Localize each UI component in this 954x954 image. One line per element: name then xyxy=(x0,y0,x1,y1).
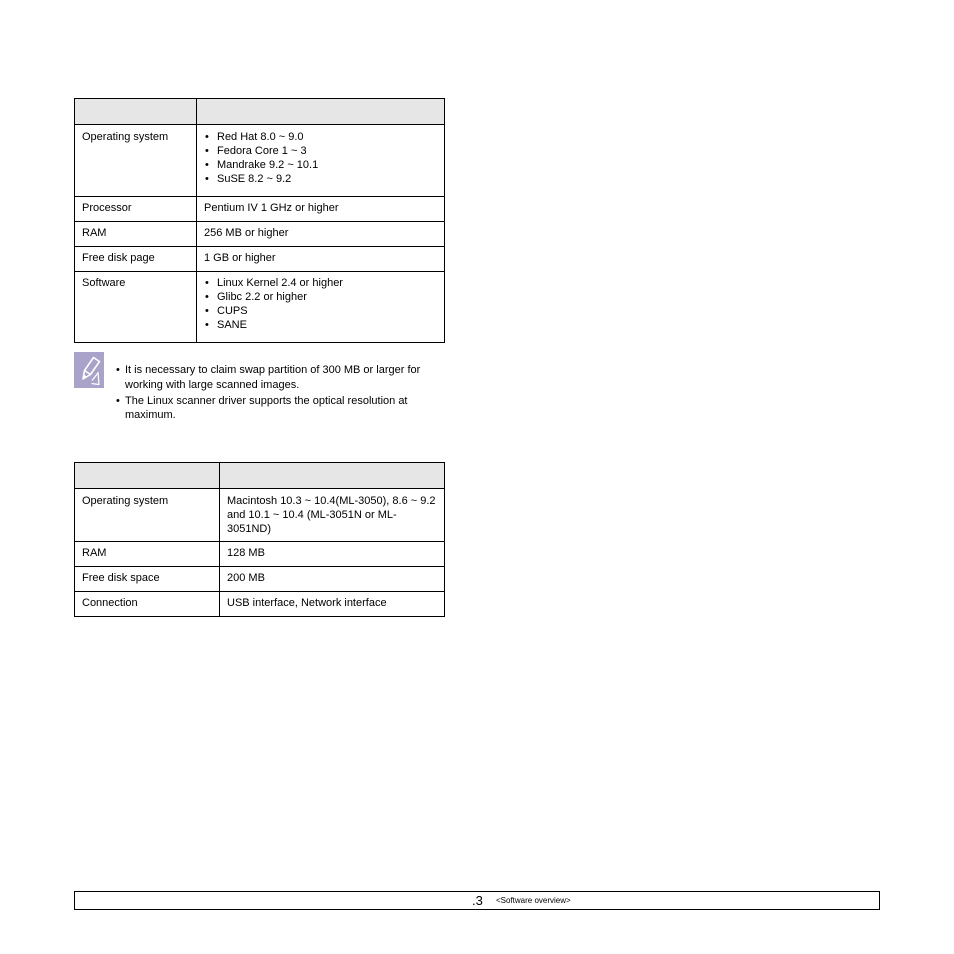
table-row xyxy=(75,567,445,592)
header-cell-requirement xyxy=(220,463,445,489)
table-row xyxy=(75,489,445,542)
list-item: • Fedora Core 1 ~ 3 xyxy=(204,144,437,158)
list-item: • Linux Kernel 2.4 or higher xyxy=(204,276,437,290)
note-icon xyxy=(74,352,106,388)
os-list xyxy=(204,130,437,186)
page-number: .3 xyxy=(472,893,483,908)
row-value: Macintosh 10.3 ~ 10.4(ML-3050), 8.6 ~ 9.2 and 10.1 ~ 10.4 (ML-3051N or ML-3051ND) xyxy=(220,489,445,542)
note-list xyxy=(116,363,446,424)
header-cell-item xyxy=(75,463,220,489)
note-item: • The Linux scanner driver supports the optical resolution at maximum. xyxy=(116,394,446,423)
row-label: Free disk page xyxy=(75,247,197,272)
note-item: • It is necessary to claim swap partition of 300 MB or larger for working with large scanned images. xyxy=(116,363,446,392)
row-value xyxy=(197,272,445,343)
table-row xyxy=(75,125,445,197)
list-item: • Red Hat 8.0 ~ 9.0 xyxy=(204,130,437,144)
row-value: 200 MB xyxy=(220,567,445,592)
table-row xyxy=(75,247,445,272)
row-label: Processor xyxy=(75,197,197,222)
table-row xyxy=(75,542,445,567)
section-name: <Software overview> xyxy=(496,896,571,905)
list-item: • SuSE 8.2 ~ 9.2 xyxy=(204,172,437,186)
header-cell-requirement xyxy=(197,99,445,125)
list-item: • CUPS xyxy=(204,304,437,318)
list-item: • Glibc 2.2 or higher xyxy=(204,290,437,304)
table-row xyxy=(75,197,445,222)
row-value xyxy=(197,125,445,197)
table-header-row xyxy=(75,99,445,125)
note-block xyxy=(74,352,445,422)
row-label: Operating system xyxy=(75,489,220,542)
row-label: Connection xyxy=(75,592,220,617)
header-cell-item xyxy=(75,99,197,125)
page-footer xyxy=(74,891,880,910)
row-label: RAM xyxy=(75,542,220,567)
row-label: Software xyxy=(75,272,197,343)
table-row xyxy=(75,592,445,617)
row-value: USB interface, Network interface xyxy=(220,592,445,617)
list-item: • SANE xyxy=(204,318,437,332)
row-label: Free disk space xyxy=(75,567,220,592)
table-row xyxy=(75,272,445,343)
row-value: Pentium IV 1 GHz or higher xyxy=(197,197,445,222)
table-header-row xyxy=(75,463,445,489)
list-item: • Mandrake 9.2 ~ 10.1 xyxy=(204,158,437,172)
row-value: 256 MB or higher xyxy=(197,222,445,247)
linux-requirements-table xyxy=(74,98,445,343)
software-list xyxy=(204,276,437,332)
row-value: 128 MB xyxy=(220,542,445,567)
row-value: 1 GB or higher xyxy=(197,247,445,272)
row-label: RAM xyxy=(75,222,197,247)
mac-requirements-table xyxy=(74,462,445,617)
table-row xyxy=(75,222,445,247)
row-label: Operating system xyxy=(75,125,197,197)
